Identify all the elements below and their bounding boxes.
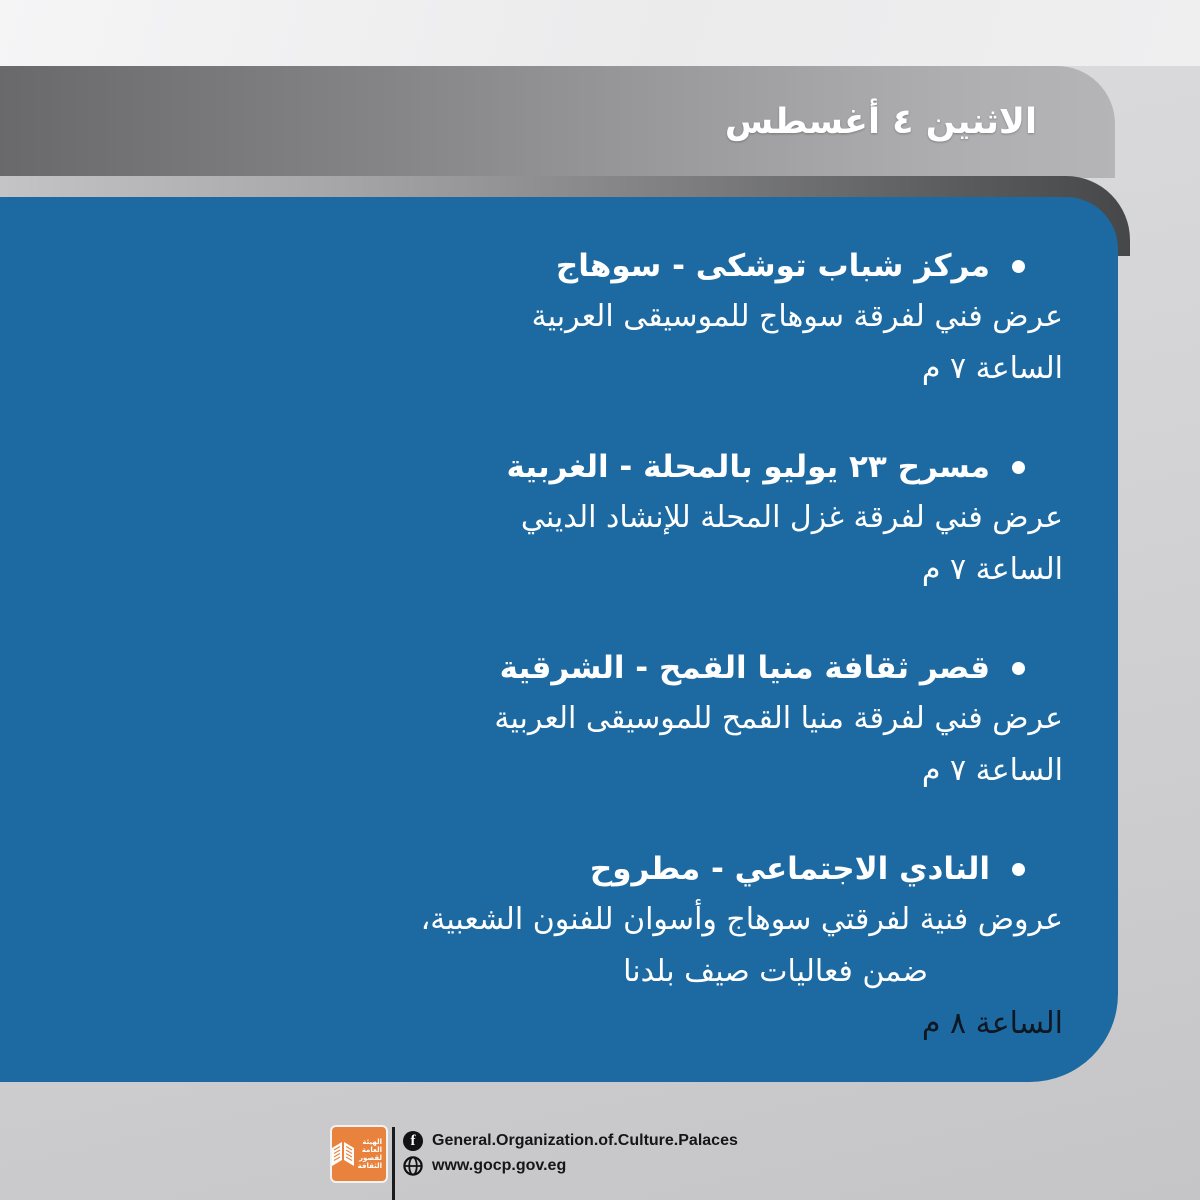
event-venue: النادي الاجتماعي - مطروح	[589, 851, 990, 887]
event-time: الساعة ٧ م	[921, 552, 1063, 587]
event-venue: قصر ثقافة منيا القمح - الشرقية	[499, 650, 990, 686]
event-item	[60, 643, 1063, 797]
bullet-icon	[1012, 662, 1025, 675]
website-row	[403, 1156, 738, 1176]
event-item	[60, 442, 1063, 596]
bullet-icon	[1012, 260, 1025, 273]
event-venue: مركز شباب توشكى - سوهاج	[555, 248, 990, 284]
facebook-handle: General.Organization.of.Culture.Palaces	[432, 1132, 738, 1149]
facebook-row	[403, 1131, 738, 1151]
event-venue: مسرح ٢٣ يوليو بالمحلة - الغربية	[506, 449, 990, 485]
footer-divider	[392, 1127, 395, 1200]
gocp-logo-text-line: الهيئة	[362, 1138, 382, 1146]
event-time: الساعة ٧ م	[921, 753, 1063, 788]
globe-icon	[403, 1156, 423, 1176]
date-header-band	[0, 66, 1115, 178]
gocp-logo-text-line: العامة	[361, 1146, 382, 1154]
event-title-row	[60, 241, 1025, 291]
event-description: عرض فني لفرقة سوهاج للموسيقى العربية	[531, 299, 1063, 334]
bullet-icon	[1012, 461, 1025, 474]
event-title-row	[60, 442, 1025, 492]
date-title: الاثنين ٤ أغسطس	[724, 102, 1037, 142]
gocp-logo-book-icon	[330, 1132, 356, 1176]
events-panel	[0, 197, 1118, 1082]
gocp-logo-text-line: لقصور	[359, 1154, 382, 1162]
event-description: عرض فني لفرقة منيا القمح للموسيقى العربية	[494, 701, 1063, 736]
event-description: عروض فنية لفرقتي سوهاج وأسوان للفنون الشعبية،	[420, 902, 1063, 937]
bullet-icon	[1012, 863, 1025, 876]
event-item	[60, 241, 1063, 395]
website-url: www.gocp.gov.eg	[432, 1157, 567, 1174]
event-title-row	[60, 844, 1025, 894]
event-time: الساعة ٨ م	[921, 1006, 1063, 1041]
footer	[332, 1127, 738, 1200]
event-title-row	[60, 643, 1025, 693]
event-description-continued: ضمن فعاليات صيف بلدنا	[623, 954, 928, 989]
gocp-logo	[332, 1127, 386, 1181]
background-top-sheen	[0, 0, 1200, 66]
event-description: عرض فني لفرقة غزل المحلة للإنشاد الديني	[520, 500, 1063, 535]
gocp-logo-text-line: الثقافة	[357, 1162, 382, 1170]
facebook-icon: f	[403, 1131, 423, 1151]
event-time: الساعة ٧ م	[921, 351, 1063, 386]
gocp-logo-text	[358, 1132, 382, 1176]
footer-social	[403, 1127, 738, 1176]
event-item	[60, 844, 1063, 1050]
